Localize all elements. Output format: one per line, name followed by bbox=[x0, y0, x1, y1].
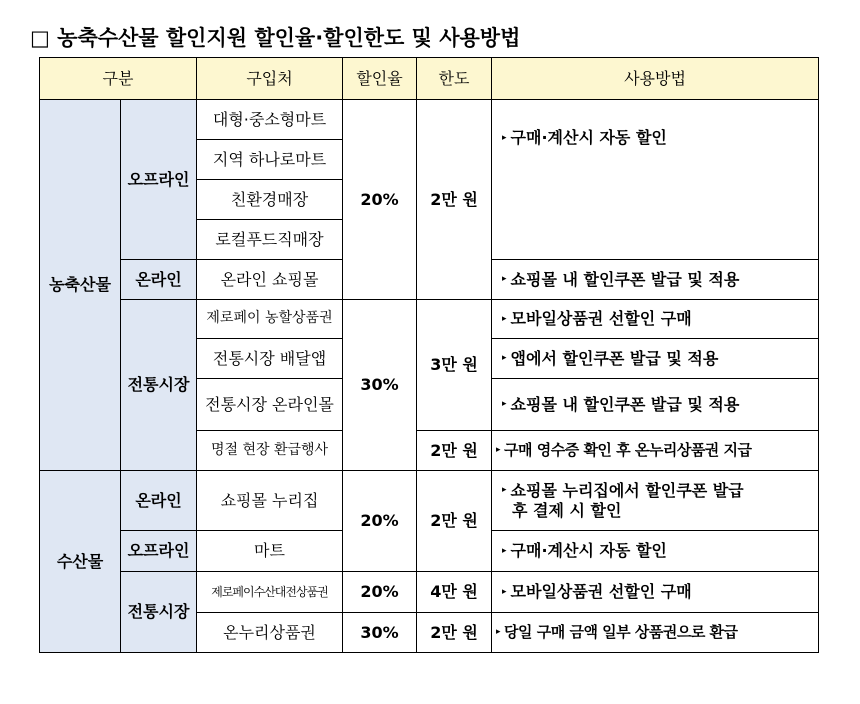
subcategory-fish-offline: 오프라인 bbox=[121, 531, 197, 572]
bullet-icon: ▸ bbox=[502, 485, 507, 496]
header-limit: 한도 bbox=[417, 58, 492, 100]
header-rate: 할인율 bbox=[343, 58, 417, 100]
subcategory-agri-offline: 오프라인 bbox=[121, 100, 197, 260]
method-cell: ▸ 모바일상품권 선할인 구매 bbox=[492, 300, 819, 339]
method-cell: ▸ 쇼핑몰 내 할인쿠폰 발급 및 적용 bbox=[492, 379, 819, 431]
rate-cell: 20% bbox=[343, 471, 417, 572]
subcategory-fish-online: 온라인 bbox=[121, 471, 197, 531]
table-row bbox=[40, 100, 819, 140]
method-cell: ▸ 구매·계산시 자동 할인 bbox=[492, 100, 819, 260]
table-row bbox=[40, 572, 819, 613]
header-row bbox=[40, 58, 819, 100]
bullet-icon: ▸ bbox=[502, 353, 507, 364]
rate-cell: 30% bbox=[343, 613, 417, 653]
limit-cell: 2만 원 bbox=[417, 471, 492, 572]
method-cell: ▸ 당일 구매 금액 일부 상품권으로 환급 bbox=[492, 613, 819, 653]
rate-cell: 30% bbox=[343, 300, 417, 471]
subcategory-agri-market: 전통시장 bbox=[121, 300, 197, 471]
subcategory-fish-market: 전통시장 bbox=[121, 572, 197, 653]
limit-cell: 3만 원 bbox=[417, 300, 492, 431]
store-cell: 전통시장 온라인몰 bbox=[197, 379, 343, 431]
rate-cell: 20% bbox=[343, 100, 417, 300]
bullet-icon: ▸ bbox=[502, 399, 507, 410]
store-cell: 마트 bbox=[197, 531, 343, 572]
subcategory-agri-online: 온라인 bbox=[121, 260, 197, 300]
limit-cell: 4만 원 bbox=[417, 572, 492, 613]
header-category: 구분 bbox=[40, 58, 197, 100]
category-agri: 농축산물 bbox=[40, 100, 121, 471]
category-fish: 수산물 bbox=[40, 471, 121, 653]
page-title: □ 농축수산물 할인지원 할인율·할인한도 및 사용방법 bbox=[30, 26, 521, 50]
bullet-icon: ▸ bbox=[496, 445, 501, 455]
limit-cell: 2만 원 bbox=[417, 613, 492, 653]
store-cell: 명절 현장 환급행사 bbox=[197, 431, 343, 471]
bullet-icon: ▸ bbox=[502, 132, 507, 143]
limit-cell: 2만 원 bbox=[417, 431, 492, 471]
store-cell: 로컬푸드직매장 bbox=[197, 220, 343, 260]
bullet-icon: ▸ bbox=[502, 586, 507, 597]
store-cell: 온라인 쇼핑몰 bbox=[197, 260, 343, 300]
discount-table bbox=[39, 57, 819, 653]
method-cell: ▸ 쇼핑몰 내 할인쿠폰 발급 및 적용 bbox=[492, 260, 819, 300]
store-cell: 쇼핑몰 누리집 bbox=[197, 471, 343, 531]
header-store: 구입처 bbox=[197, 58, 343, 100]
table-row bbox=[40, 300, 819, 339]
store-cell: 온누리상품권 bbox=[197, 613, 343, 653]
store-cell: 지역 하나로마트 bbox=[197, 140, 343, 180]
store-cell: 제로페이 농할상품권 bbox=[197, 300, 343, 339]
store-cell: 대형·중소형마트 bbox=[197, 100, 343, 140]
method-cell: ▸ 구매 영수증 확인 후 온누리상품권 지급 bbox=[492, 431, 819, 471]
table-row bbox=[40, 471, 819, 531]
bullet-icon: ▸ bbox=[502, 274, 507, 285]
header-method: 사용방법 bbox=[492, 58, 819, 100]
method-cell: ▸ 앱에서 할인쿠폰 발급 및 적용 bbox=[492, 339, 819, 379]
store-cell: 제로페이수산대전상품권 bbox=[197, 572, 343, 613]
bullet-icon: ▸ bbox=[502, 545, 507, 556]
store-cell: 전통시장 배달앱 bbox=[197, 339, 343, 379]
store-cell: 친환경매장 bbox=[197, 180, 343, 220]
limit-cell: 2만 원 bbox=[417, 100, 492, 300]
bullet-icon: ▸ bbox=[496, 627, 501, 637]
method-cell: ▸ 구매·계산시 자동 할인 bbox=[492, 531, 819, 572]
method-cell: ▸ 쇼핑몰 누리집에서 할인쿠폰 발급 후 결제 시 할인 bbox=[492, 471, 819, 531]
method-cell: ▸ 모바일상품권 선할인 구매 bbox=[492, 572, 819, 613]
bullet-icon: ▸ bbox=[502, 313, 507, 324]
rate-cell: 20% bbox=[343, 572, 417, 613]
